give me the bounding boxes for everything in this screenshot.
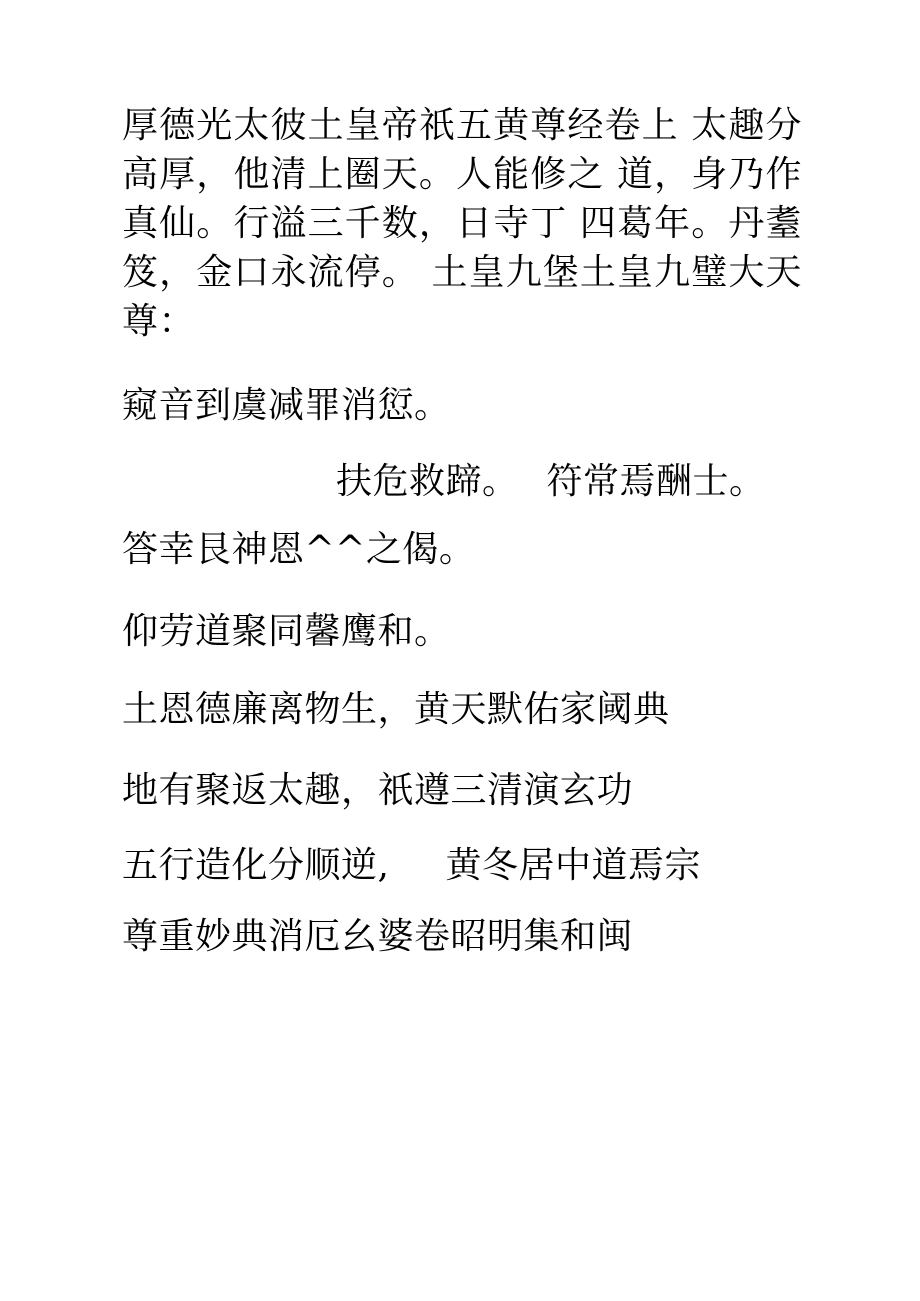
text-line-4: 仰劳道聚同馨鹰和。 <box>122 611 451 652</box>
text-line-3: 答幸艮神恩^^之偈。 <box>122 529 476 570</box>
text-line-7-part-2: 黄冬居中道焉宗 <box>445 845 701 886</box>
text-line-1: 窥音到虞减罪消愆。 <box>122 385 451 426</box>
text-line-8: 尊重妙典消厄幺婆卷昭明集和闽 <box>122 916 634 957</box>
text-line-7 <box>122 846 701 886</box>
text-line-2-part-2: 符常焉酬士。 <box>546 461 766 502</box>
text-line-5: 土恩德廉离物生，黄天默佑家阈典 <box>122 689 670 730</box>
text-line-2 <box>336 462 766 502</box>
text-line-7-part-1: 五行造化分顺逆, <box>122 845 390 886</box>
text-line-6: 地有聚返太趣，祇遵三清演玄功 <box>122 770 634 811</box>
opening-paragraph: 厚德光太彼土皇帝祇五黄尊经卷上 太趣分高厚，他清上圈天。人能修之 道，身乃作真仙。行溢三千数，日寺丁 四葛年。丹耋笈，金口永流停。 土皇九堡土皇九璧大天尊： <box>122 105 802 342</box>
text-line-2-part-1: 扶危救蹄。 <box>336 461 519 502</box>
